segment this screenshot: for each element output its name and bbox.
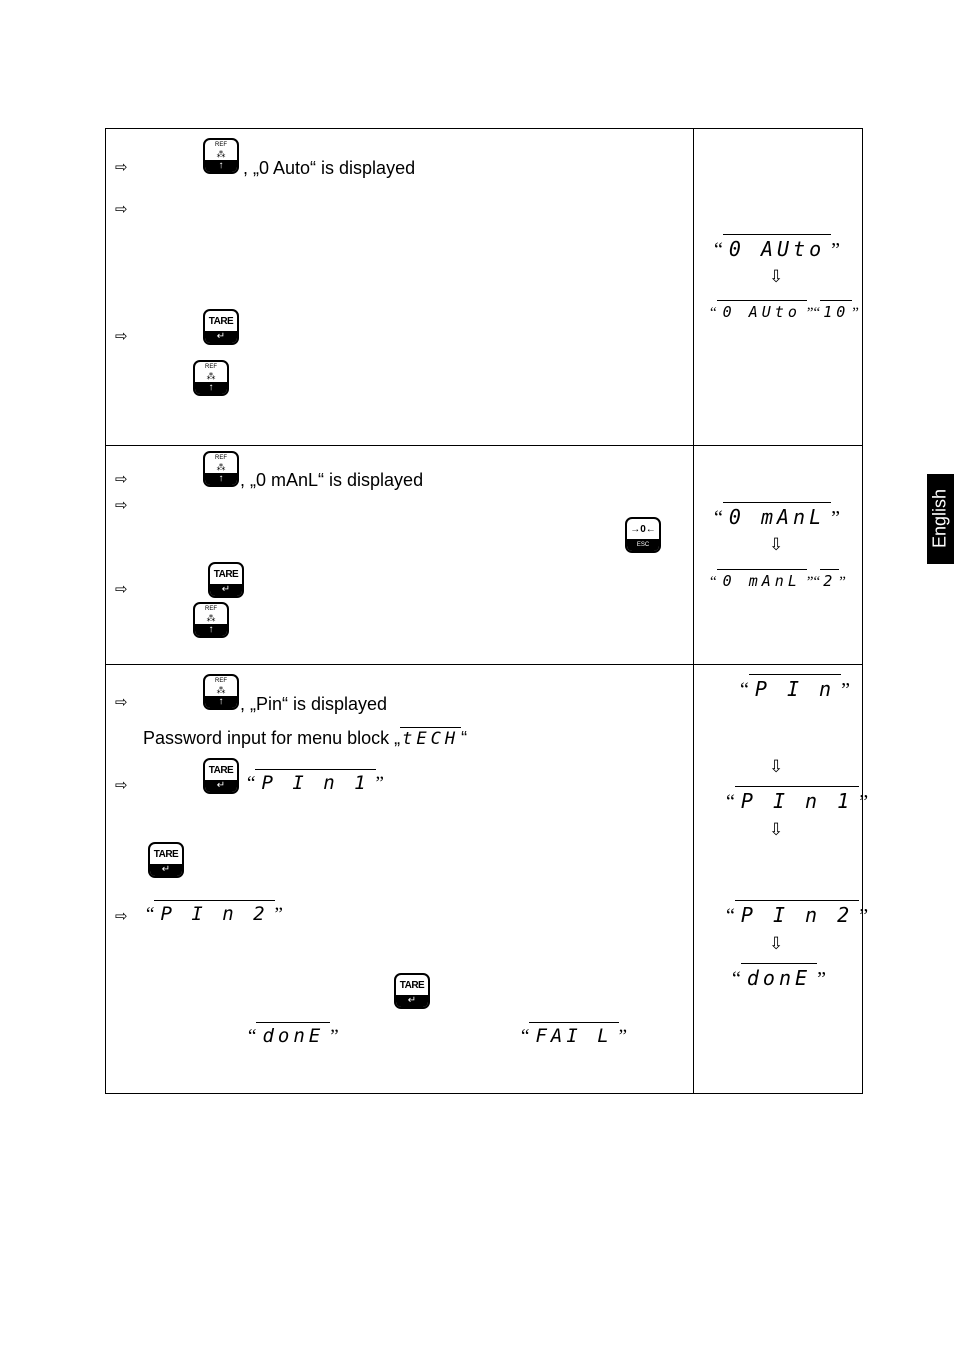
tare-key-icon: TARE ↵ [203,309,239,345]
tare-key-icon: TARE ↵ [394,973,430,1009]
step-arrow: ⇨ [115,201,128,218]
pin-displayed-text: , „Pin“ is displayed [240,694,388,714]
manl-displayed-text: , „0 mAnL“ is displayed [240,470,424,490]
tare-key-icon: TARE ↵ [203,758,239,794]
down-arrow-icon: ⇩ [769,535,784,554]
down-arrow-icon: ⇩ [769,267,784,286]
step-arrow: ⇨ [115,694,128,711]
step-arrow: ⇨ [115,471,128,488]
display-fail-inline: “ FAI L ” [521,1022,627,1048]
step-arrow: ⇨ [115,497,128,514]
step-arrow: ⇨ [115,777,128,794]
column-divider [693,128,694,1094]
down-arrow-icon: ⇩ [769,757,784,776]
auto-displayed-text: , „0 Auto“ is displayed [243,158,416,178]
language-tab-label: English [929,488,950,549]
ref-key-icon: REF ⁂ ↑ [203,451,239,487]
row-divider-1 [105,445,863,446]
ref-key-icon: REF ⁂ ↑ [203,674,239,710]
down-arrow-icon: ⇩ [769,934,784,953]
password-input-text: Password input for menu block „ tECH “ [143,728,468,749]
step-arrow: ⇨ [115,908,128,925]
display-auto-10: “ 0 AUto ”“ 10 ” [710,300,859,322]
tare-key-icon: TARE ↵ [148,842,184,878]
step-arrow: ⇨ [115,328,128,345]
zero-esc-key-icon: →0← ESC [625,517,661,553]
ref-key-icon: REF ⁂ ↑ [203,138,239,174]
tare-key-icon: TARE ↵ [208,562,244,598]
row-divider-2 [105,664,863,665]
display-done: “ donE ” [732,963,826,991]
display-pin2-inline: “ P I n 2 ” [146,900,283,926]
display-auto: “ 0 AUto ” [714,234,840,262]
display-manl: “ 0 mAnL ” [714,502,840,530]
display-done-inline: “ donE ” [248,1022,339,1048]
display-pin: “ P I n ” [740,674,850,702]
down-arrow-icon: ⇩ [769,820,784,839]
ref-key-icon: REF ⁂ ↑ [193,360,229,396]
step-arrow: ⇨ [115,159,128,176]
display-pin2: “ P I n 2 ” [726,900,868,928]
ref-key-icon: REF ⁂ ↑ [193,602,229,638]
display-pin1-inline: “ P I n 1 ” [247,769,384,795]
language-tab [927,474,954,564]
display-pin1: “ P I n 1 ” [726,786,868,814]
step-arrow: ⇨ [115,581,128,598]
display-manl-2: “ 0 mAnL ”“ 2 ” [710,569,846,591]
